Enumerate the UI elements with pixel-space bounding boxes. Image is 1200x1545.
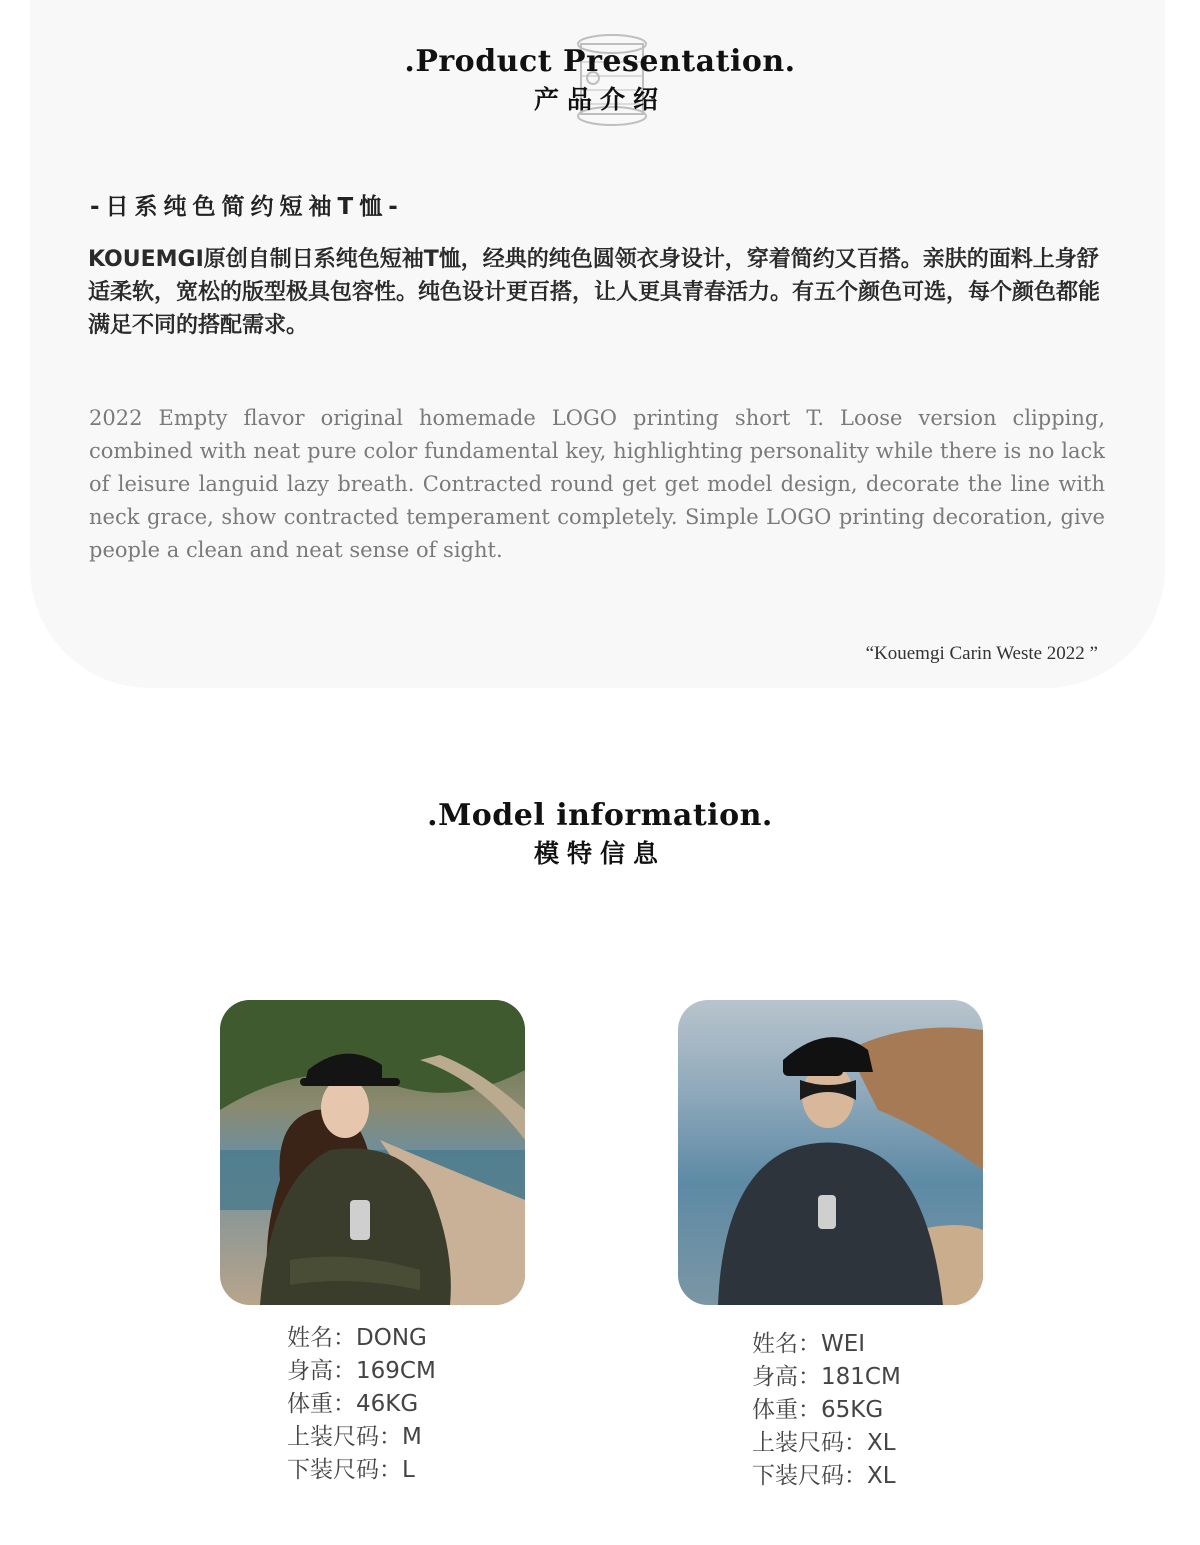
product-subheading: -日系纯色简约短袖T恤-: [90, 194, 404, 220]
model-height: 身高：169CM: [287, 1358, 436, 1384]
model-top-size: 上装尺码：XL: [752, 1430, 896, 1456]
model-bottom-size: 下装尺码：XL: [752, 1463, 896, 1489]
brand-quote: “Kouemgi Carin Weste 2022 ”: [865, 643, 1098, 664]
model-information-title: .Model information.: [427, 798, 773, 833]
model-name: 姓名：WEI: [752, 1331, 866, 1357]
model-name: 姓名：DONG: [287, 1325, 427, 1351]
product-presentation-title: .Product Presentation.: [404, 44, 796, 79]
product-presentation-title-cn: 产品介绍: [533, 85, 666, 114]
model-info-dong: [287, 1322, 436, 1487]
model-photo-dong: [220, 1000, 525, 1305]
product-description-cn: KOUEMGI原创自制日系纯色短袖T恤，经典的纯色圆领衣身设计，穿着简约又百搭。亲肤的面料上身舒适柔软，宽松的版型极具包容性。纯色设计更百搭，让人更具青春活力。有五个颜色可选，每个颜色都能满足不同的搭配需求。: [88, 247, 1101, 338]
model-bottom-size: 下装尺码：L: [287, 1457, 415, 1483]
model-information-title-cn: 模特信息: [533, 839, 666, 868]
model-top-size: 上装尺码：M: [287, 1424, 422, 1450]
model-height: 身高：181CM: [752, 1364, 901, 1390]
model-weight: 体重：65KG: [752, 1397, 884, 1423]
product-description-en: 2022 Empty flavor original homemade LOGO printing short T. Loose version clipping, combined with neat pure color fundamental key, highlighting personality while there is no lack of leisure languid lazy breath. Contracted round get get model design, decorate the line with neck grace, show contracted temperament completely. Simple LOGO printing decoration, give people a clean and neat sense of sight.: [89, 406, 1105, 562]
model-weight: 体重：46KG: [287, 1391, 419, 1417]
model-photo-wei: [678, 1000, 983, 1305]
model-info-wei: [752, 1328, 901, 1493]
